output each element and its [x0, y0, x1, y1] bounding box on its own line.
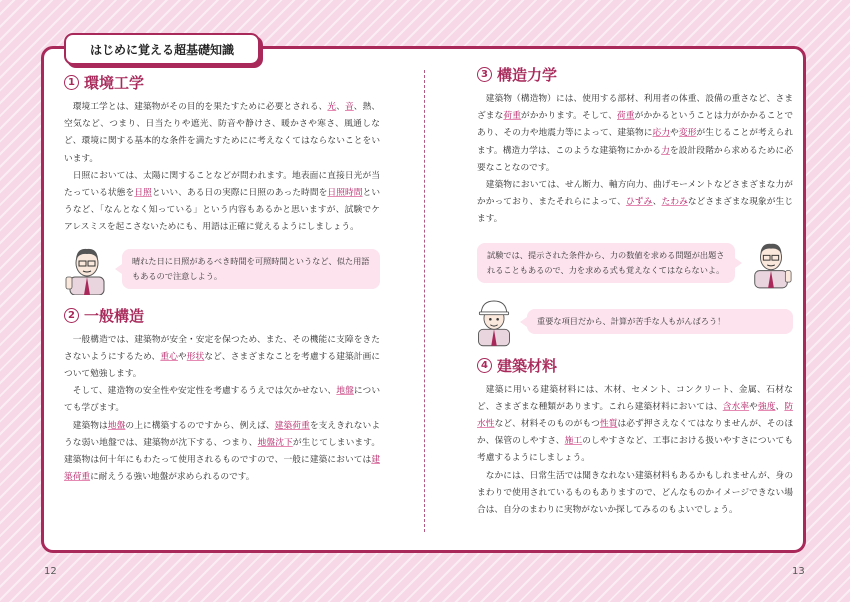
tip-text: 晴れた日に日照があるべき時間を可照時間というなど、似た用語もあるので注意しよう。 — [132, 255, 370, 281]
keyword: 荷重 — [503, 111, 522, 122]
keyword: 力 — [661, 145, 670, 156]
paragraph — [64, 168, 380, 237]
text-run: といい、ある日の実際に日照のあった時間を — [151, 188, 328, 199]
hardhat-worker-icon — [473, 297, 515, 347]
tip-text: 重要な項目だから、計算が苦手な人もがんばろう！ — [537, 316, 726, 327]
text-run: など、材料そのものがもつ — [494, 419, 600, 430]
text-run: の上に構築するのですから、例えば、 — [125, 420, 275, 431]
section-number: 3 — [477, 67, 492, 82]
section-title: 環境工学 — [84, 74, 145, 92]
text-run: や — [749, 401, 758, 412]
text-run: 、 — [652, 197, 662, 208]
section-number: 1 — [64, 75, 79, 90]
keyword: 光 — [327, 102, 337, 112]
section-heading — [477, 64, 793, 85]
tip-row — [64, 243, 380, 295]
section-number: 2 — [64, 308, 79, 323]
text-run: 一般構造では、建築物が安全・安定を保つため、また、その機能に支障をきたさないようにするため、 — [64, 334, 380, 362]
tip-text: 試験では、提示された条件から、力の数値を求める問題が出題されることもあるので、力を求める式も覚えなくてはならないよ。 — [487, 249, 725, 275]
text-run: 建築物は — [72, 420, 108, 431]
tip-row — [477, 237, 793, 289]
text-run: がかかるということは力がかかることであり、その力や地震力等によって、建築物に — [477, 111, 794, 139]
keyword: 建築荷重 — [274, 420, 310, 431]
paragraph — [64, 383, 380, 417]
keyword: 形状 — [186, 351, 205, 362]
section-heading — [477, 355, 793, 376]
text-run: や — [177, 351, 187, 362]
keyword: 日照時間 — [327, 188, 363, 199]
tip-row — [473, 297, 793, 347]
section-title: 一般構造 — [84, 306, 145, 325]
keyword: ひずみ — [625, 197, 653, 208]
paragraph — [64, 332, 380, 384]
keyword: 日照 — [134, 188, 152, 199]
keyword: 荷重 — [617, 111, 635, 122]
header-title: はじめに覚える超基礎知識 — [89, 42, 234, 57]
section-number: 4 — [477, 358, 492, 373]
text-run: など、さまざまなことを考慮する建築計画について勉強します。 — [64, 351, 381, 380]
keyword: 音 — [345, 102, 354, 112]
text-run: なかには、日常生活では聞きなれない建築材料もあるかもしれませんが、身のまわりで使用されているものもありますので、どんなものかイメージできない場合は、自分のまわりに実物がないか探してみるのもよいでしょう。 — [477, 470, 793, 516]
text-run: 建築物（構造物）には、使用する部材、利用者の体重、設備の重さなど、さまざまな — [477, 94, 793, 122]
text-run: そして、建造物の安全性や安定性を考慮するうえでは欠かせない、 — [72, 386, 337, 397]
text-run: についても学びます。 — [64, 386, 381, 414]
section-title: 建築材料 — [497, 356, 558, 375]
text-run: などさまざまな現象が生じます。 — [477, 197, 794, 225]
section-title: 構造力学 — [497, 66, 558, 84]
keyword: 地盤 — [107, 420, 126, 431]
teacher-avatar-icon — [749, 237, 793, 289]
text-run: に耐えうる強い地盤が求められるのです。 — [90, 472, 255, 483]
text-run: は必ず押さえなくてはなりませんが、そのほか、保管のしやすさ、 — [477, 419, 794, 447]
page-number-right: 13 — [792, 566, 805, 577]
text-run: 日照においては、太陽に関することなどが問われます。地表面に直接日光が当たっている状態を — [64, 170, 380, 199]
tip-bubble — [477, 243, 735, 283]
text-run: 建築物においては、せん断力、軸方向力、曲げモーメントなどさまざまな力がかかっており、またそれらによって、 — [477, 180, 793, 208]
page-number-left: 12 — [44, 566, 57, 577]
text-run: を支えきれないような弱い地盤では、建築物が沈下する、つまり、 — [64, 420, 381, 448]
keyword: 応力 — [652, 128, 671, 139]
text-run: 建築に用いる建築材料には、木材、セメント、コンクリート、金属、石材など、さまざまな種類があります。これら建築材料においては、 — [477, 384, 793, 412]
left-column — [64, 72, 380, 486]
keyword: たわみ — [661, 197, 688, 208]
keyword: 強度 — [757, 401, 776, 412]
text-run: が生じることが考えられます。構造力学は、このような建築物にかかる — [477, 128, 794, 156]
column-divider — [424, 70, 425, 532]
tip-bubble — [122, 249, 380, 289]
text-run: や — [670, 128, 679, 139]
text-run: 、 — [775, 401, 785, 412]
paragraph — [64, 99, 380, 168]
paragraph — [477, 382, 793, 468]
section-heading — [64, 305, 380, 326]
paragraph — [477, 177, 793, 229]
paragraph — [477, 91, 793, 177]
keyword: 地盤 — [336, 386, 354, 397]
section-heading — [64, 72, 380, 93]
header-tab — [64, 33, 260, 65]
paragraph — [64, 418, 380, 487]
text-run: 、 — [336, 102, 345, 112]
keyword: 防水性 — [477, 401, 794, 430]
keyword: 地盤沈下 — [257, 437, 293, 448]
keyword: 建築荷重 — [64, 455, 380, 483]
text-run: がかかります。そして、 — [521, 111, 618, 122]
text-run: を設計段階から求めるために必要なことなのです。 — [477, 145, 794, 173]
teacher-avatar-icon — [64, 243, 110, 295]
text-run: のしやすさなど、工事における扱いやすさについても考慮するようにしましょう。 — [477, 436, 794, 464]
keyword: 性質 — [599, 419, 618, 430]
keyword: 施工 — [564, 436, 583, 447]
text-run: というなど、「なんとなく知っている」という内容もあるかと思いますが、試験でケアレスミスを起こさないためにも、用語は正確に覚えるようにしましょう。 — [64, 188, 381, 233]
text-run: 、熱、空気など、つまり、日当たりや遮光、防音や静けさ、暖かさや寒さ、風通しなど、環境に関する基本的な条件を満たすためにに考えなくてはならないことをいいます。 — [64, 102, 381, 164]
paragraph — [477, 468, 793, 520]
text-run: が生じてしまいます。建築物は何十年にもわたって使用されるものですので、一般に建築においては — [64, 437, 381, 466]
right-column — [477, 64, 793, 519]
tip-bubble — [527, 309, 793, 334]
keyword: 変形 — [678, 128, 697, 139]
keyword: 含水率 — [722, 401, 750, 412]
text-run: 環境工学とは、建築物がその目的を果たすために必要とされる、 — [72, 102, 328, 112]
keyword: 重心 — [160, 351, 178, 362]
